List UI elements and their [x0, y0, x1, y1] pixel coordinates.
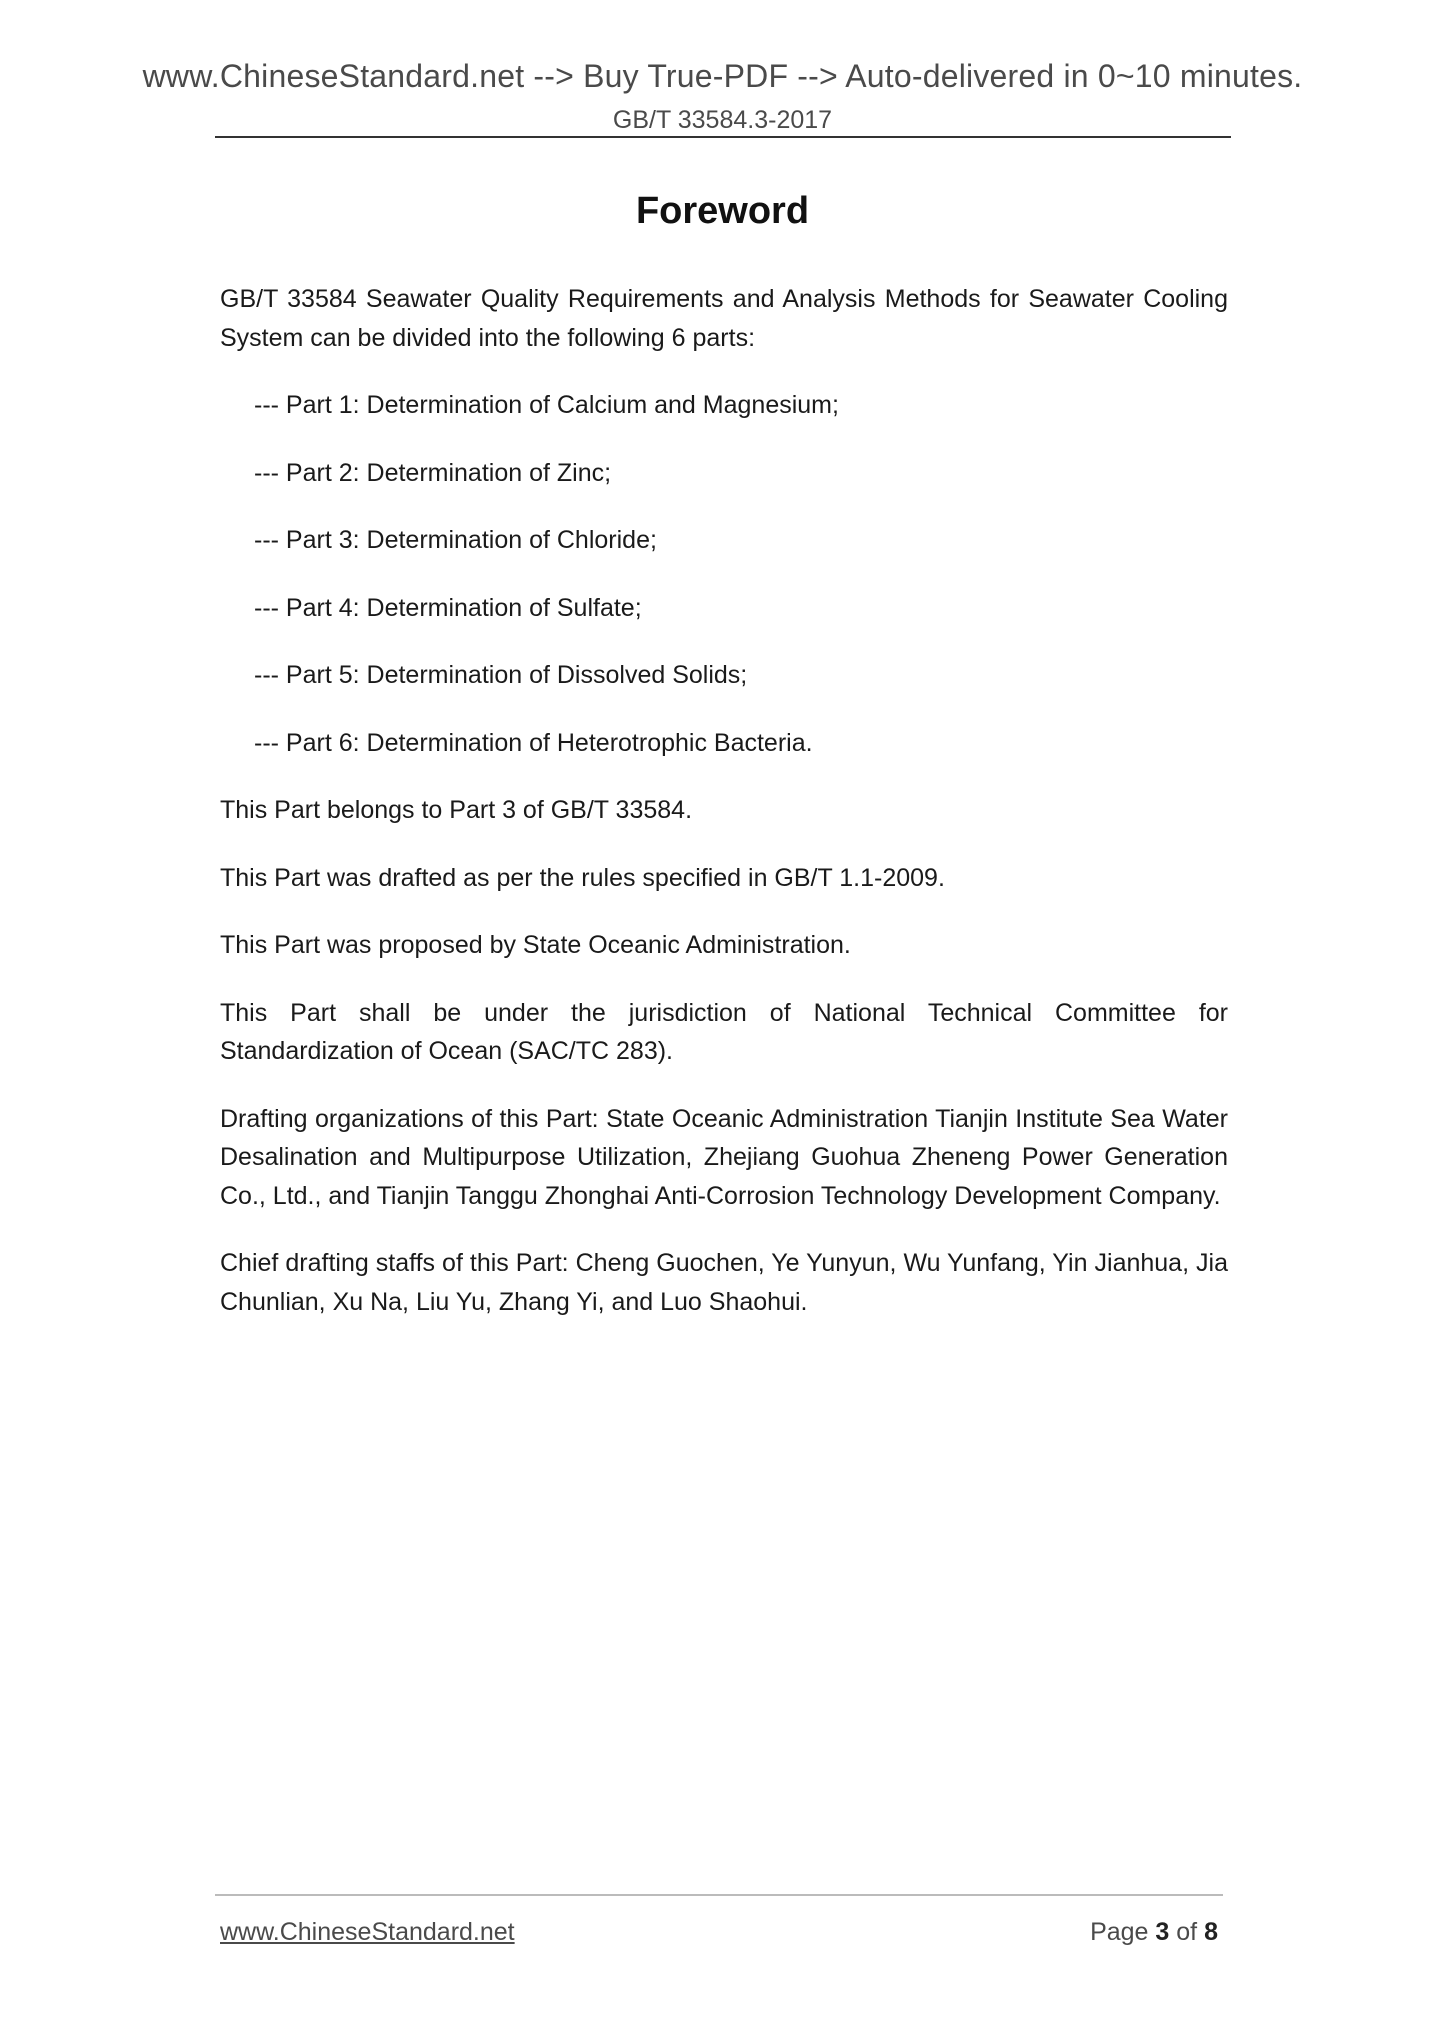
part-item: --- Part 5: Determination of Dissolved Solids;	[254, 661, 748, 689]
document-code: GB/T 33584.3-2017	[612, 106, 833, 134]
page-current: 3	[1155, 1918, 1170, 1946]
part-item: --- Part 4: Determination of Sulfate;	[254, 593, 642, 622]
header-divider	[215, 136, 1231, 138]
staffs-paragraph: Chief drafting staffs of this Part: Cheng Guochen, Ye Yunyun, Wu Yunfang, Yin Jianhua, Jia Chunlian, Xu Na, Liu Yu, Zhang Yi, and Luo Shaohui.	[220, 1249, 1228, 1316]
page-total: 8	[1204, 1918, 1218, 1946]
part-item: --- Part 3: Determination of Chloride;	[254, 526, 657, 554]
foreword-body	[220, 280, 1228, 1350]
footer-divider	[215, 1894, 1223, 1896]
jurisdiction-paragraph: This Part shall be under the jurisdiction of National Technical Committee for Standardization of Ocean (SAC/TC 283).	[220, 998, 1228, 1065]
organizations-paragraph: Drafting organizations of this Part: State Oceanic Administration Tianjin Institute Sea Water Desalination and Multipurpose Utilization, Zhejiang Guohua Zheneng Power Generation Co., Ltd., and Tianjin Tanggu Zhonghai Anti-Corrosion Technology Development Company.	[220, 1104, 1228, 1210]
intro-paragraph: GB/T 33584 Seawater Quality Requirements and Analysis Methods for Seawater Cooling System can be divided into the following 6 parts:	[220, 285, 1228, 352]
page-label: Page	[1090, 1918, 1149, 1946]
header-banner: www.ChineseStandard.net --> Buy True-PDF --> Auto-delivered in 0~10 minutes.	[142, 58, 1303, 94]
footer-website-link[interactable]: www.ChineseStandard.net	[220, 1918, 515, 1946]
drafted-paragraph: This Part was drafted as per the rules specified in GB/T 1.1-2009.	[220, 863, 945, 892]
proposed-paragraph: This Part was proposed by State Oceanic Administration.	[220, 931, 851, 959]
part-item: --- Part 2: Determination of Zinc;	[254, 458, 612, 487]
page-number	[1090, 1918, 1218, 1947]
parts-list	[220, 386, 1228, 762]
page-of: of	[1176, 1918, 1198, 1946]
belongs-paragraph: This Part belongs to Part 3 of GB/T 33584.	[220, 796, 693, 824]
part-item: --- Part 1: Determination of Calcium and Magnesium;	[254, 391, 839, 419]
part-item: --- Part 6: Determination of Heterotrophic Bacteria.	[254, 728, 813, 757]
page-title: Foreword	[635, 190, 810, 232]
